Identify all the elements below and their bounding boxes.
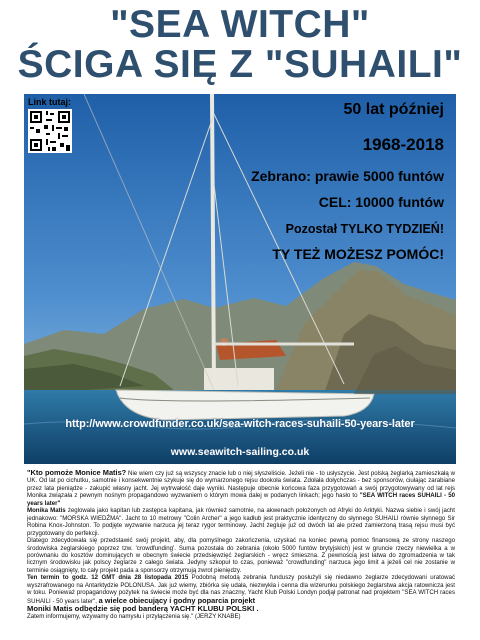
promising-project: a wielce obiecujący i godny poparcia projekt (98, 595, 256, 605)
paragraph-1-text: Nie wiem czy już są wszyscy znacie lub o niej słyszeliście. Jeżeli nie - to usłyszycie. Jest polską żeglarką zamieszkałą w UK. Od lat po cichutku, samotnie i konsekwentnie szykuje się do wymarzonego rejsu dookoła świata. Zdołała dołychczas - bez sponsorów, ciułając zarabiane przez lata pieniądze - zakupić własny jacht. Jej wytrwałość daje wyniki. Następuje obecnie końcowa faza przygotowań a swój przygotowywany od lat rejs Monika związała z pewnym nośnym propagandowo wyzwaniem o którym mowa dalej w podanych linkach; jego hasło to (27, 470, 455, 500)
title-line-2: ŚCIGA SIĘ Z "SUHAILI" (17, 43, 463, 86)
qr-link-label: Link tutaj: (28, 97, 71, 107)
article-body (27, 469, 455, 620)
paragraph-1 (27, 469, 455, 507)
qr-code[interactable] (28, 109, 72, 153)
website-link[interactable]: www.seawitch-sailing.co.uk (170, 446, 310, 458)
headline-years: 50 lat później (343, 101, 444, 118)
title-line-1: "SEA WITCH" (110, 3, 370, 46)
headline-goal: CEL: 10000 funtów (318, 194, 444, 210)
paragraph-5: Moniki Matis odbędzie się pod banderą YACHT KLUBU POLSKI . (27, 604, 259, 614)
paragraph-4-text: Podobną metodą zebrania funduszy posłużyli się niedawno żeglarze zdecydowani uratować wyszrafrowanego na Antarktydzie POLONUSA. Jak już wiemy, zbiórka się udała, niezwykła i cenna dla wizerunku polskiego żeglarstwa akcja ratownicza jest w toku. Ponieważ propagandowy pożytek na świecie może być dla nas znaczny, Yacht Klub Polski Londyn podjął patronat nad projektem "SEA WITCH races SUHAILI - 50 years later", (27, 574, 455, 605)
headline-remaining: Pozostał TYLKO TYDZIEŃ! (285, 222, 444, 236)
paragraph-3: Dlatego zdecydowała się przedstawić swój projekt, aby, dla pomyślnego zakończenia, uzyskać na koniec pewną pomoc finansową ze strony naszego środowiska żeglarskiego poprzez tzw. 'crowdfunding'. Suma pozostała do zebrania (około 5000 funtów brytyjskich) jest w gruncie rzeczy niewielka a w porównaniu do kosztów dominujących w obecnym świecie przedsięwzięć żeglarskich - wręcz śmieszna. Z pewnością jest łatwa do zgromadzenia w tak licznym środowisku jak polscy żeglarze z całego świata. Jedyny szkopuł to czas, ponieważ "crowdfunding" narzuca jego limit a jeżeli cel nie zostanie w terminie osiągnięty, to cały projekt pada a sponsorzy otrzymują zwrot pieniędzy. (27, 537, 455, 574)
name-monika: Monika Matis (27, 507, 66, 515)
lead-question: "Kto pomoże Monice Matis? (27, 468, 127, 477)
headline-raised: Zebrano: prawie 5000 funtów (251, 168, 444, 184)
paragraph-2-text: żeglowała jako kapitan lub zastępca kapitana, jak również samotnie, na akwenach położonych od Afryki do Arktyki. Nazwa siebie i swój jacht jednakowo: "MORSKA WIEDŹMA". Jacht to 10 metrowy "Colin Archer" a jego kadłub jest praktycznie identyczny do słynnego SUHAILI równie słynnego Sir Robina Knox-Johnston. To podjęte wyzwanie narzuca jej teraz rygor terminowy. Jacht żegluje już od dwóch lat ale przed zamierzoną trasą rejsu musi być przygotowany do perfekcji. (27, 507, 455, 537)
paragraph-6: Zatem informujemy, wzywamy do namysłu i przyłączenia się." (JERZY KNABE) (27, 612, 241, 620)
paragraph-4 (27, 574, 455, 605)
headline-call: TY TEŻ MOŻESZ POMÓC! (272, 246, 444, 262)
slogan: "SEA WITCH races SUHAILI - 50 years later" (27, 492, 455, 507)
deadline: Ten termin to godz. 12 GMT dnia 28 listopada 2015 (27, 574, 189, 582)
crowdfunder-link[interactable]: http://www.crowdfunder.co.uk/sea-witch-races-suhaili-50-years-later (65, 418, 415, 430)
paragraph-2 (27, 507, 455, 537)
headline-dates: 1968-2018 (362, 135, 444, 154)
